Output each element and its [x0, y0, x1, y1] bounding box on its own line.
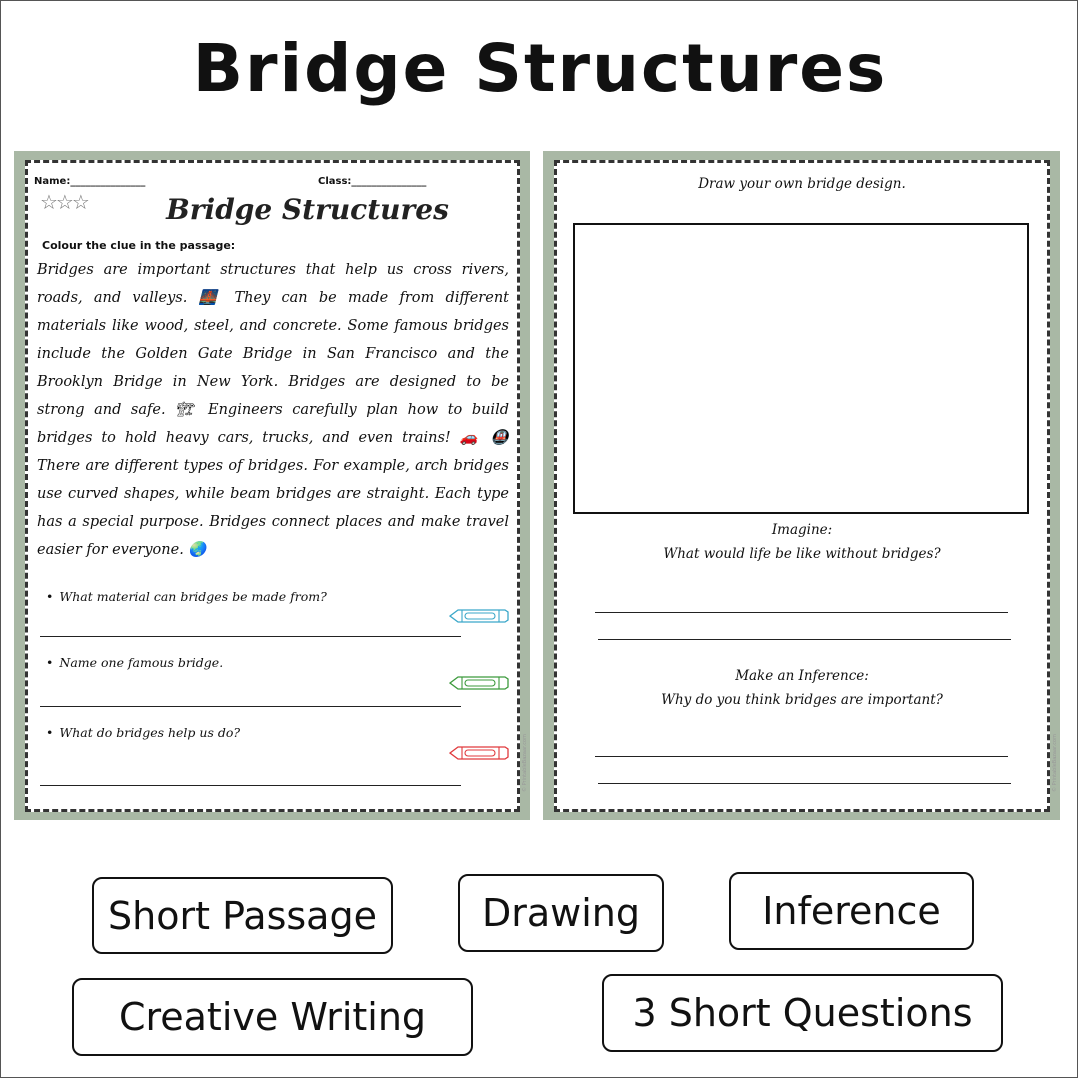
question-text: What material can bridges be made from? [59, 589, 327, 604]
rating-stars-icon: ☆☆☆ [40, 190, 88, 214]
passage-line: Brooklyn Bridge in New York. Bridges are designed to be [37, 374, 509, 390]
passage-line: materials like wood, steel, and concrete. Some famous bridges [37, 318, 509, 334]
passage-line: Bridges are important structures that help us cross rivers, [37, 262, 509, 278]
tag-3-short-questions: 3 Short Questions [602, 974, 1003, 1052]
inference-heading: Make an Inference: [735, 668, 869, 684]
passage-line: has a special purpose. Bridges connect places and make travel [37, 514, 509, 530]
imagine-question: What would life be like without bridges? [663, 546, 941, 562]
crayon-label [465, 680, 495, 686]
credit-text: © PrintableBazaar.com [522, 734, 528, 792]
passage-line: use curved shapes, while beam bridges are straight. Each type [37, 486, 509, 502]
crayon-label [465, 613, 495, 619]
crayon-icon [449, 608, 509, 624]
question-2: • Name one famous bridge. [46, 655, 224, 670]
imagine-heading: Imagine: [771, 522, 833, 538]
passage-line: bridges to hold heavy cars, trucks, and even trains! 🚗 🚇 [37, 430, 509, 446]
question-1: • What material can bridges be made from? [46, 589, 327, 604]
name-label: Name:_______________ [34, 176, 146, 187]
answer-line[interactable] [598, 783, 1011, 784]
crayon-icon [449, 675, 509, 691]
tag-creative-writing: Creative Writing [72, 978, 473, 1056]
draw-prompt: Draw your own bridge design. [698, 176, 906, 192]
tag-short-passage: Short Passage [92, 877, 393, 954]
answer-line[interactable] [40, 636, 461, 637]
answer-line[interactable] [598, 639, 1011, 640]
answer-line[interactable] [40, 785, 461, 786]
question-3: • What do bridges help us do? [46, 725, 241, 740]
credit-text: © PrintableBazaar.com [1052, 734, 1058, 792]
worksheet-title: Bridge Structures [166, 193, 449, 226]
crayon-label [465, 750, 495, 756]
page-title: Bridge Structures [192, 30, 888, 107]
answer-line[interactable] [40, 706, 461, 707]
question-text: Name one famous bridge. [59, 655, 224, 670]
crayon-icon [449, 745, 509, 761]
passage-line: strong and safe. 🏗 Engineers carefully plan how to build [37, 402, 509, 418]
answer-line[interactable] [595, 612, 1008, 613]
passage [37, 256, 509, 564]
answer-line[interactable] [595, 756, 1008, 757]
inference-question: Why do you think bridges are important? [661, 692, 943, 708]
passage-line: roads, and valleys. 🌉 They can be made from different [37, 290, 509, 306]
passage-line: include the Golden Gate Bridge in San Francisco and the [37, 346, 509, 362]
drawing-box[interactable] [573, 223, 1029, 514]
question-text: What do bridges help us do? [59, 725, 241, 740]
passage-line: There are different types of bridges. For example, arch bridges [37, 458, 509, 474]
passage-line: easier for everyone. 🌏 [37, 542, 207, 558]
instruction-text: Colour the clue in the passage: [42, 239, 236, 252]
tag-inference: Inference [729, 872, 974, 950]
tag-drawing: Drawing [458, 874, 664, 952]
class-label: Class:_______________ [318, 176, 427, 187]
